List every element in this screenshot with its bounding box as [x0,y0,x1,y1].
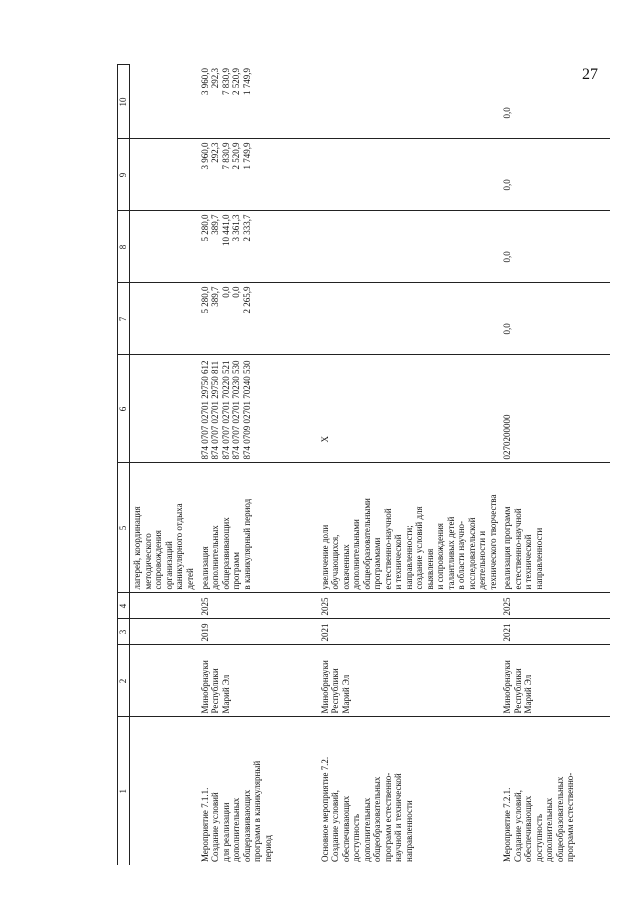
cell-text: 2019 [199,623,210,642]
cell-line: 5 280,0 [199,214,210,242]
cell-c8 [198,211,318,283]
cell-line: дополнительных [231,797,241,862]
cell-line: Марий Эл [523,674,533,714]
cell-line: направленности; [403,525,414,590]
cell-line: период [262,835,273,862]
cell-line: Минобрнауки [502,660,512,714]
table-row [198,65,318,865]
cell-line: 2 520,9 [231,142,241,170]
cell-c5 [130,463,198,593]
cell-line: 0,0 [502,323,512,335]
cell-c3 [198,619,318,645]
cell-line: деятельности и [477,530,487,590]
cell-line: талантливых детей [445,516,456,590]
cell-line: выявления [424,548,435,590]
cell-line: 5 280,0 [199,286,210,314]
cell-line: Республики [210,668,220,714]
cell-c7 [318,283,501,355]
cell-line: общеобразовательными [361,498,372,590]
cell-line: 0,0 [231,286,241,298]
cell-c9 [500,139,610,211]
cell-line: научной и технической [393,773,403,862]
cell-c3 [500,619,610,645]
cell-line: 10 441,0 [220,214,231,246]
cell-line: естественно-научной [512,508,523,590]
cell-line: 874 0707 02701 29750 811 [210,360,220,460]
cell-line: в каникулярный период [241,498,252,590]
cell-line: исследовательской [466,517,477,590]
cell-line: 1 749,9 [241,68,252,95]
cell-c9 [198,139,318,211]
cell-line: общеразвивающих [241,789,252,862]
cell-line: общеобразовательных [554,776,565,862]
cell-c1 [318,717,501,865]
cell-line: организаций [163,541,174,590]
cell-line: Мероприятие 7.2.1. [502,787,512,862]
cell-line: обучающихся, [330,534,340,590]
cell-line: Создание условий, [512,790,523,862]
cell-line: Республики [330,668,340,714]
cell-line: 3 960,0 [199,68,210,95]
cell-line: 874 0709 02701 70240 530 [241,360,252,460]
cell-c8 [318,211,501,283]
cell-line: программ [231,552,241,590]
cell-c5 [318,463,501,593]
cell-line: 2 520,9 [231,68,241,95]
cell-c1 [500,717,610,865]
cell-c7 [130,283,198,355]
cell-c9 [318,139,501,211]
header-cell: 9 [118,139,130,211]
cell-line: естественно-научной [382,508,393,590]
cell-c2 [500,645,610,717]
cell-c8 [500,211,610,283]
cell-line: программ естественно- [565,772,575,862]
cell-line: Республики [512,668,523,714]
cell-line: каникулярного отдыха [174,503,184,590]
cell-c6 [500,355,610,463]
cell-text: 2025 [502,597,512,616]
cell-line: методического [142,533,153,590]
cell-line: в области научно- [456,520,466,590]
cell-text: 2021 [319,623,330,642]
header-cell: 1 [118,717,130,865]
cell-line: общеразвивающих [220,517,231,590]
cell-line: 7 830,9 [220,142,231,170]
header-cell: 7 [118,283,130,355]
cell-line: программ в каникулярный [252,760,262,862]
cell-line: обеспечивающих [340,795,351,862]
cell-line: сопровождения [153,530,163,590]
cell-c10 [130,65,198,139]
table-body [130,65,611,865]
header-cell: 3 [118,619,130,645]
cell-line: 389,7 [210,214,220,235]
cell-line: дополнительных [544,797,554,862]
cell-c10 [500,65,610,139]
cell-line: 0,0 [220,286,231,298]
cell-line: программ естественно- [382,772,393,862]
cell-line: 292,3 [210,142,220,163]
program-table-rotated [117,65,577,865]
cell-c10 [318,65,501,139]
cell-line: Минобрнауки [199,660,210,714]
cell-line: 0,0 [502,179,512,191]
cell-line: 2 333,7 [241,214,252,242]
table-row [500,65,610,865]
cell-line: Марий Эл [220,674,231,714]
cell-line: 389,7 [210,286,220,307]
cell-text: 2025 [319,597,330,616]
cell-line: Создание условий, [330,790,340,862]
cell-line: технического творчества [487,494,498,590]
cell-line: детей [184,568,195,590]
cell-text: 2025 [199,597,210,616]
activities-table [117,65,610,866]
cell-c4 [500,593,610,619]
cell-c6 [318,355,501,463]
cell-c7 [500,283,610,355]
cell-c5 [500,463,610,593]
cell-line: направленности [403,800,414,862]
cell-line: 874 0707 02701 29750 612 [199,360,210,460]
cell-c7 [198,283,318,355]
cell-line: дополнительных [210,525,220,590]
cell-line: реализация [199,546,210,590]
cell-line: Создание условий [210,792,220,862]
cell-line: 874 0707 02701 70220 521 [220,360,231,460]
table-row [318,65,501,865]
cell-line: 0270200000 [502,414,512,460]
cell-c4 [130,593,198,619]
cell-line: общеобразовательных [372,776,382,862]
cell-line: Основное мероприятие 7.2. [319,756,330,862]
cell-c2 [198,645,318,717]
cell-line: 874 0707 02701 70230 530 [231,360,241,460]
cell-line: и технической [393,534,403,590]
cell-line: для реализации [220,802,231,862]
cell-line: создание условий для [414,506,424,590]
cell-line: дополнительных [361,797,372,862]
cell-c9 [130,139,198,211]
cell-line: Марий Эл [340,674,351,714]
cell-line: 3 960,0 [199,142,210,170]
page-number: 27 [582,66,598,83]
cell-c5 [198,463,318,593]
cell-line: лагерей, координация [132,506,142,590]
cell-line: и технической [523,534,533,590]
cell-line: 3 361,3 [231,214,241,242]
cell-line: доступность [351,813,361,862]
cell-line: программами [372,537,382,590]
header-cell: 2 [118,645,130,717]
cell-line: увеличение доли [319,524,330,590]
cell-line: 292,3 [210,68,220,89]
cell-line: направленности [533,527,544,590]
cell-c2 [318,645,501,717]
cell-line: обеспечивающих [523,795,533,862]
cell-line: 0,0 [502,251,512,263]
cell-c6 [130,355,198,463]
cell-c4 [318,593,501,619]
cell-line: реализация программ [502,506,512,590]
cell-line: 7 830,9 [220,68,231,95]
header-cell: 10 [118,65,130,139]
cell-c3 [318,619,501,645]
cell-line: 2 265,9 [241,286,252,314]
cell-c2 [130,645,198,717]
cell-line: X [319,436,330,443]
cell-c6 [198,355,318,463]
table-row [130,65,198,865]
cell-line: Мероприятие 7.1.1. [199,787,210,862]
cell-c4 [198,593,318,619]
cell-line: 1 749,9 [241,142,252,170]
header-cell: 5 [118,463,130,593]
cell-c3 [130,619,198,645]
header-cell: 8 [118,211,130,283]
header-cell: 6 [118,355,130,463]
column-number-row [118,65,130,865]
cell-line: и сопровождения [435,523,445,590]
table-header [118,65,130,865]
cell-c1 [130,717,198,865]
cell-c8 [130,211,198,283]
cell-c10 [198,65,318,139]
cell-line: 0,0 [502,107,512,119]
cell-c1 [198,717,318,865]
header-cell: 4 [118,593,130,619]
cell-line: доступность [533,813,544,862]
cell-text: 2021 [502,623,512,642]
cell-line: Минобрнауки [319,660,330,714]
cell-line: дополнительными [351,519,361,590]
cell-line: охваченных [340,544,351,590]
